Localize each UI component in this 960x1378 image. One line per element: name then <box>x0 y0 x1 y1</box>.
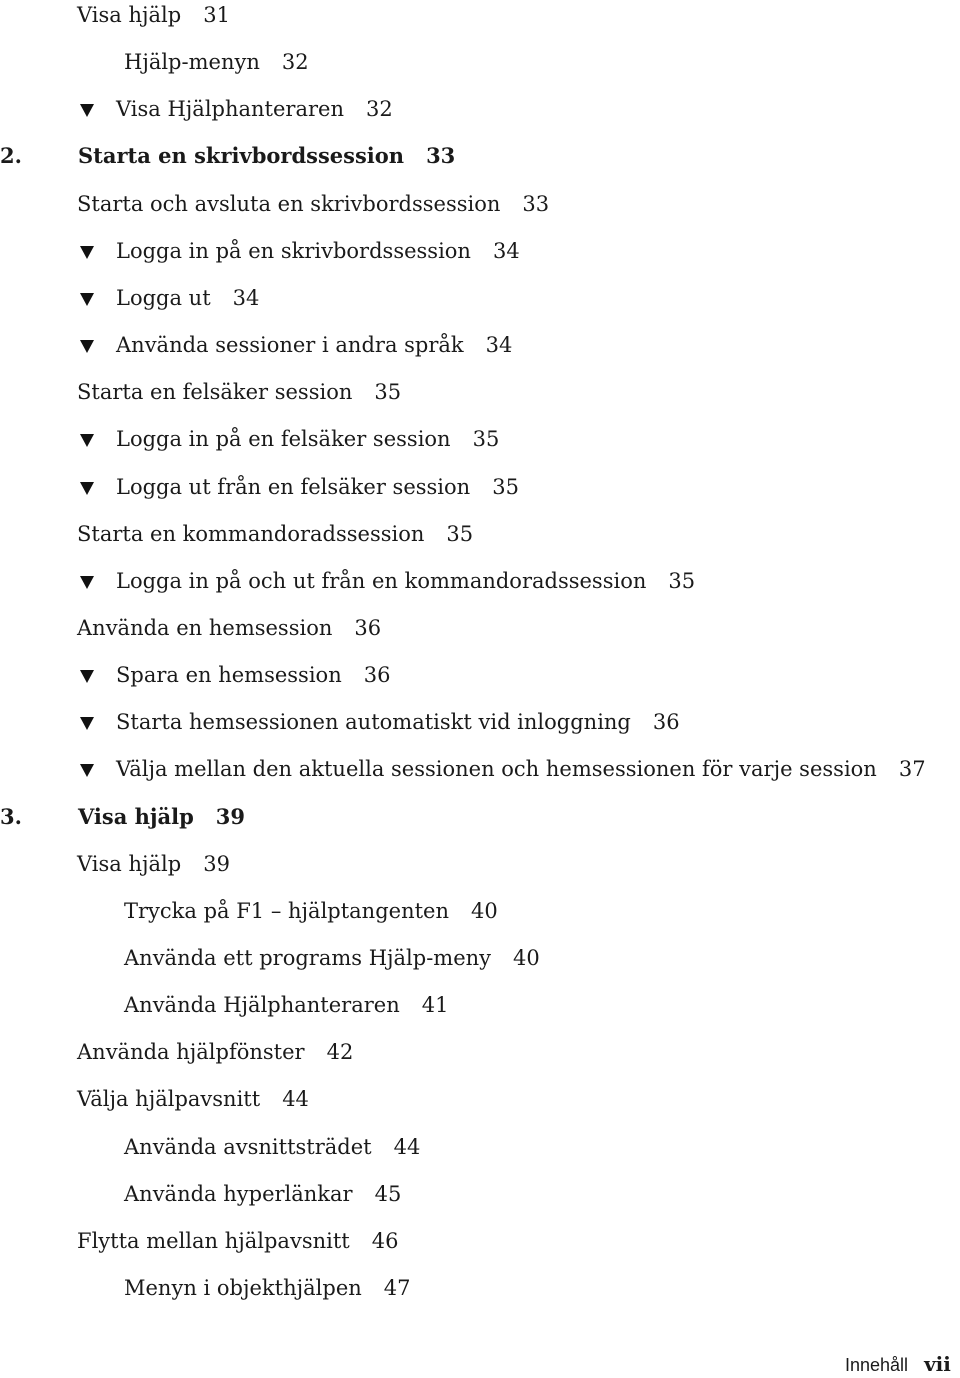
entry-title: Välja hjälpavsnitt 44 <box>77 1087 309 1111</box>
entry-title: Trycka på F1 – hjälptangenten 40 <box>124 899 498 923</box>
entry-page-number: 35 <box>446 522 474 546</box>
entry-title: Flytta mellan hjälpavsnitt 46 <box>77 1229 399 1253</box>
entry-page-number: 41 <box>421 993 449 1017</box>
entry-page-number: 35 <box>472 427 500 451</box>
entry-title: Starta en felsäker session 35 <box>77 380 402 404</box>
entry-title: Använda sessioner i andra språk 34 <box>116 333 513 357</box>
down-triangle-bullet-icon <box>80 104 94 117</box>
entry-title: Starta och avsluta en skrivbordssession 33 <box>77 192 550 216</box>
entry-title: Hjälp-menyn 32 <box>124 50 309 74</box>
entry-title: Starta en kommandoradssession 35 <box>77 522 474 546</box>
entry-title: Logga in på en skrivbordssession 34 <box>116 239 520 263</box>
entry-page-number: 32 <box>281 50 309 74</box>
entry-title: Logga ut 34 <box>116 286 260 310</box>
entry-page-number: 31 <box>203 3 230 27</box>
down-triangle-bullet-icon <box>80 246 94 259</box>
entry-page-number: 42 <box>326 1040 354 1064</box>
entry-title: Använda ett programs Hjälp-meny 40 <box>124 946 540 970</box>
entry-title: Använda Hjälphanteraren 41 <box>124 993 449 1017</box>
entry-page-number: 32 <box>365 97 393 121</box>
entry-title: Visa hjälp 39 <box>78 804 246 829</box>
entry-title: Använda hjälpfönster 42 <box>77 1040 354 1064</box>
down-triangle-bullet-icon <box>80 293 94 306</box>
entry-title: Visa hjälp 31 <box>77 3 230 27</box>
entry-page-number: 33 <box>426 143 456 168</box>
down-triangle-bullet-icon <box>80 764 94 777</box>
entry-page-number: 40 <box>471 899 498 923</box>
down-triangle-bullet-icon <box>80 434 94 447</box>
chapter-number: 2. <box>0 143 22 168</box>
entry-page-number: 35 <box>374 380 402 404</box>
entry-title: Logga ut från en felsäker session 35 <box>116 475 519 499</box>
entry-page-number: 36 <box>354 616 382 640</box>
entry-title: Logga in på en felsäker session 35 <box>116 427 500 451</box>
down-triangle-bullet-icon <box>80 482 94 495</box>
entry-page-number: 36 <box>652 710 680 734</box>
down-triangle-bullet-icon <box>80 717 94 730</box>
entry-page-number: 36 <box>363 663 391 687</box>
entry-title: Menyn i objekthjälpen 47 <box>124 1276 411 1300</box>
entry-page-number: 37 <box>898 757 926 781</box>
entry-page-number: 35 <box>492 475 519 499</box>
entry-title: Starta en skrivbordssession 33 <box>78 143 456 168</box>
footer-section-label: Innehåll <box>845 1355 909 1375</box>
entry-title: Logga in på och ut från en kommandoradssession 35 <box>116 569 696 593</box>
entry-page-number: 34 <box>232 286 260 310</box>
chapter-number: 3. <box>0 804 22 829</box>
page-footer <box>845 1352 951 1378</box>
down-triangle-bullet-icon <box>80 340 94 353</box>
entry-page-number: 44 <box>282 1087 309 1111</box>
entry-page-number: 47 <box>383 1276 411 1300</box>
entry-title: Använda avsnittsträdet 44 <box>124 1135 421 1159</box>
entry-title: Starta hemsessionen automatiskt vid inloggning 36 <box>116 710 680 734</box>
entry-page-number: 33 <box>522 192 550 216</box>
entry-title: Använda en hemsession 36 <box>77 616 382 640</box>
entry-title: Spara en hemsession 36 <box>116 663 391 687</box>
down-triangle-bullet-icon <box>80 670 94 683</box>
entry-page-number: 44 <box>393 1135 421 1159</box>
entry-page-number: 35 <box>668 569 696 593</box>
entry-title: Använda hyperlänkar 45 <box>124 1182 402 1206</box>
entry-page-number: 39 <box>215 804 246 829</box>
entry-title: Visa hjälp 39 <box>77 852 230 876</box>
entry-page-number: 45 <box>374 1182 402 1206</box>
entry-title: Visa Hjälphanteraren 32 <box>116 97 393 121</box>
entry-page-number: 40 <box>513 946 540 970</box>
entry-page-number: 46 <box>371 1229 399 1253</box>
down-triangle-bullet-icon <box>80 576 94 589</box>
page-number: vii <box>924 1352 951 1376</box>
entry-page-number: 34 <box>485 333 513 357</box>
entry-title: Välja mellan den aktuella sessionen och hemsessionen för varje session 37 <box>116 757 926 781</box>
entry-page-number: 34 <box>492 239 520 263</box>
entry-page-number: 39 <box>203 852 230 876</box>
